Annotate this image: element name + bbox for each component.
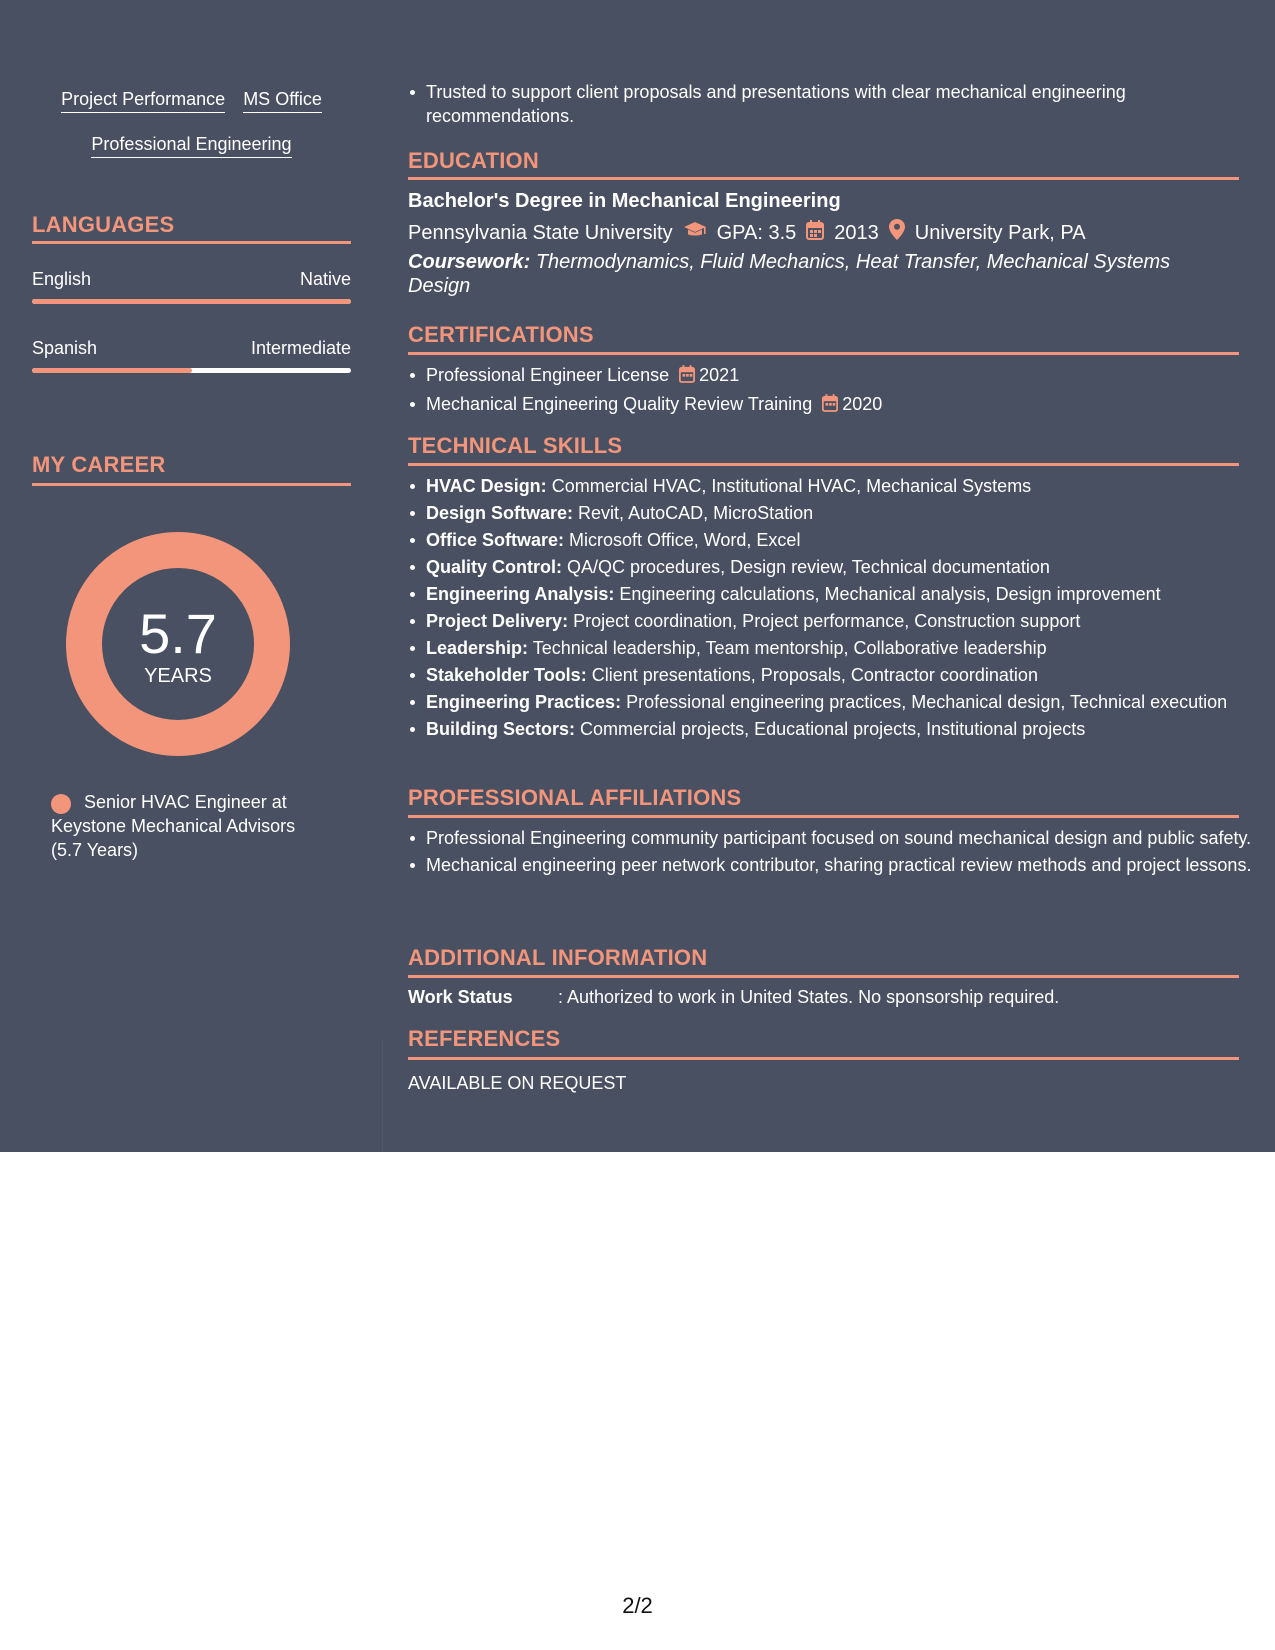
work-status-label: Work Status xyxy=(408,987,513,1007)
skill-text: Technical leadership, Team mentorship, Collaborative leadership xyxy=(532,638,1047,658)
education-heading-rule xyxy=(408,177,1239,180)
skill-tags-row-2 xyxy=(32,133,351,158)
skill-text: Commercial projects, Educational projects, Institutional projects xyxy=(580,719,1086,739)
skill-text: Commercial HVAC, Institutional HVAC, Mechanical Systems xyxy=(551,476,1032,496)
map-pin-icon xyxy=(889,219,905,247)
list-item xyxy=(426,363,1257,389)
skills-heading-rule xyxy=(408,463,1239,466)
affiliations-heading: PROFESSIONAL AFFILIATIONS xyxy=(408,785,742,810)
skill-text: Microsoft Office, Word, Excel xyxy=(569,530,801,550)
language-bar-spanish xyxy=(32,368,351,373)
certifications-heading: CERTIFICATIONS xyxy=(408,322,594,347)
list-item xyxy=(426,717,1257,741)
skill-tag: Professional Engineering xyxy=(91,133,291,158)
education-meta xyxy=(408,219,1086,247)
language-bar-english xyxy=(32,299,351,304)
skill-label: Leadership: xyxy=(426,638,529,658)
language-level: Native xyxy=(299,269,351,289)
certification-name: Mechanical Engineering Quality Review Training xyxy=(426,394,813,414)
skill-text: Professional engineering practices, Mechanical design, Technical execution xyxy=(626,692,1228,712)
skill-text: Engineering calculations, Mechanical analysis, Design improvement xyxy=(619,584,1161,604)
list-item xyxy=(426,474,1257,498)
certification-year: 2020 xyxy=(842,394,883,414)
school-name: Pennsylvania State University xyxy=(408,222,673,244)
language-name: English xyxy=(32,269,92,289)
languages-heading-rule xyxy=(32,241,351,244)
language-bar-fill xyxy=(32,299,351,304)
skill-tags-row-1 xyxy=(32,88,351,113)
career-years-value: 5.7 xyxy=(139,602,217,665)
gpa: GPA: 3.5 xyxy=(716,222,797,244)
skill-text: Revit, AutoCAD, MicroStation xyxy=(578,503,814,523)
list-item xyxy=(426,690,1257,714)
list-item xyxy=(426,555,1257,579)
list-item: Trusted to support client proposals and presentations with clear mechanical engineering recommendations. xyxy=(426,80,1257,128)
skill-label: Quality Control: xyxy=(426,557,562,577)
experience-bullets xyxy=(408,80,1257,131)
skill-tag: Project Performance xyxy=(61,88,225,113)
skills-heading: TECHNICAL SKILLS xyxy=(408,433,623,458)
additional-info-heading-rule xyxy=(408,975,1239,978)
skill-text: QA/QC procedures, Design review, Technical documentation xyxy=(567,557,1050,577)
calendar-icon xyxy=(822,394,838,418)
career-heading-rule xyxy=(32,483,351,486)
skill-label: Stakeholder Tools: xyxy=(426,665,587,685)
calendar-icon xyxy=(679,365,695,389)
affiliations-heading-rule xyxy=(408,815,1239,818)
education-heading: EDUCATION xyxy=(408,148,539,173)
skill-label: HVAC Design: xyxy=(426,476,547,496)
skill-label: Design Software: xyxy=(426,503,574,523)
calendar-icon xyxy=(806,220,824,247)
list-item xyxy=(426,636,1257,660)
certification-name: Professional Engineer License xyxy=(426,365,670,385)
list-item xyxy=(426,609,1257,633)
list-item xyxy=(426,528,1257,552)
education-location: University Park, PA xyxy=(914,222,1086,244)
list-item: Mechanical engineering peer network contributor, sharing practical review methods and project lessons. xyxy=(426,853,1257,877)
career-heading: MY CAREER xyxy=(32,452,166,477)
references-heading: REFERENCES xyxy=(408,1026,561,1051)
career-years-unit: YEARS xyxy=(144,665,212,687)
list-item: Professional Engineering community participant focused on sound mechanical design and public safety. xyxy=(426,826,1257,850)
references-heading-rule xyxy=(408,1057,1239,1060)
list-item xyxy=(426,582,1257,606)
references-text: AVAILABLE ON REQUEST xyxy=(408,1073,627,1093)
certification-year: 2021 xyxy=(699,365,740,385)
language-bar-fill xyxy=(32,368,192,373)
additional-info-heading: ADDITIONAL INFORMATION xyxy=(408,945,708,970)
degree-title: Bachelor's Degree in Mechanical Engineering xyxy=(408,190,841,212)
career-entry: Senior HVAC Engineer at Keystone Mechanical Advisors (5.7 Years) xyxy=(51,792,296,860)
list-item xyxy=(426,392,1257,418)
skill-label: Building Sectors: xyxy=(426,719,576,739)
languages-heading: LANGUAGES xyxy=(32,212,175,237)
work-status-row xyxy=(408,985,1059,1009)
skill-label: Project Delivery: xyxy=(426,611,569,631)
work-status-value: : Authorized to work in United States. No sponsorship required. xyxy=(558,987,1060,1007)
coursework xyxy=(408,250,1208,298)
skill-tag: MS Office xyxy=(243,88,322,113)
graduation-cap-icon xyxy=(683,220,707,246)
certifications-heading-rule xyxy=(408,352,1239,355)
skill-label: Engineering Analysis: xyxy=(426,584,615,604)
list-item xyxy=(426,501,1257,525)
column-divider xyxy=(382,1040,383,1152)
skill-text: Project coordination, Project performance, Construction support xyxy=(573,611,1081,631)
affiliations-list xyxy=(408,826,1257,880)
coursework-list: Thermodynamics, Fluid Mechanics, Heat Transfer, Mechanical Systems Design xyxy=(408,251,1171,297)
skill-label: Office Software: xyxy=(426,530,565,550)
page-number: 2/2 xyxy=(622,1593,653,1618)
list-item xyxy=(426,663,1257,687)
skills-list xyxy=(408,474,1257,744)
language-row-spanish xyxy=(32,337,351,359)
graduation-year: 2013 xyxy=(834,222,879,244)
language-row-english xyxy=(32,268,351,290)
language-level: Intermediate xyxy=(250,338,351,358)
skill-text: Client presentations, Proposals, Contractor coordination xyxy=(591,665,1038,685)
language-name: Spanish xyxy=(32,338,98,358)
coursework-label: Coursework: xyxy=(408,251,531,273)
certifications-list xyxy=(408,363,1257,421)
skill-label: Engineering Practices: xyxy=(426,692,622,712)
